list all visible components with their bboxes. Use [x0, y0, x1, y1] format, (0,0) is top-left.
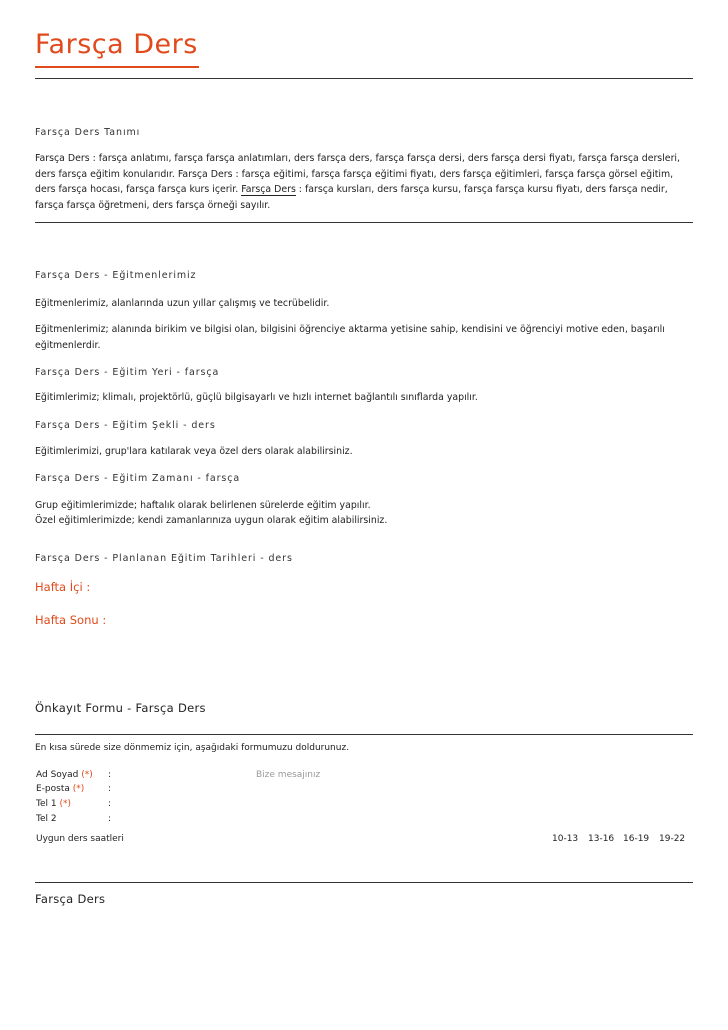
title-underline — [35, 66, 199, 68]
hours-option-2[interactable]: 13-16 — [588, 834, 615, 844]
email-input[interactable] — [118, 780, 246, 796]
form-title: Önkayıt Formu - Farsça Ders — [35, 701, 206, 715]
definition-heading: Farsça Ders Tanımı — [35, 127, 141, 138]
definition-text — [35, 151, 695, 213]
format-text: Eğitimlerimizi, grup'lara katılarak veya özel ders olarak alabilirsiniz. — [35, 446, 353, 457]
email-label-text: E-posta — [36, 784, 70, 794]
divider — [35, 78, 693, 79]
required-mark: (*) — [72, 784, 85, 794]
hours-option-1[interactable]: 10-13 — [552, 834, 579, 844]
instructors-heading: Farsça Ders - Eğitmenlerimiz — [35, 270, 197, 281]
schedule-heading: Farsça Ders - Planlanan Eğitim Tarihleri - ders — [35, 553, 293, 564]
definition-link[interactable]: Farsça Ders — [241, 184, 296, 195]
instructors-p2: Eğitmenlerimiz; alanında birikim ve bilgisi olan, bilgisini öğrenciye aktarma yetisine sahip, kendisini ve öğrenciyi motive eden, başarılı eğitmenlerdir. — [35, 324, 665, 351]
timing-line1: Grup eğitimlerimizde; haftalık olarak belirlenen sürelerde eğitim yapılır. — [35, 500, 371, 511]
divider — [35, 734, 693, 735]
location-text: Eğitimlerimiz; klimalı, projektörlü, güçlü bilgisayarlı ve hızlı internet bağlantılı sınıflarda yapılır. — [35, 392, 478, 403]
page-title: Farsça Ders — [35, 29, 198, 60]
required-mark: (*) — [81, 770, 93, 780]
hours-label: Uygun ders saatleri — [36, 834, 124, 844]
name-label-text: Ad Soyad — [36, 770, 79, 780]
definition-text-before: Farsça Ders : farsça anlatımı, farsça farsça anlatımları, ders farsça ders, farsça farsça dersi, ders farsça dersi fiyatı, farsça farsça dersleri, ders farsça eğitim konularıdır. Farsça Ders : farsça eğitimi, farsça farsça eğitimi fiyatı, ders farsça eğitimleri, farsça farsça görsel eğitim, ders farsça hocası, farsça farsça kurs içerir. — [35, 153, 681, 195]
timing-heading: Farsça Ders - Eğitim Zamanı - farsça — [35, 473, 241, 484]
tel1-input[interactable] — [118, 795, 246, 811]
name-colon: : — [108, 770, 112, 780]
tel1-colon: : — [108, 799, 112, 809]
divider — [35, 222, 693, 223]
hours-option-3[interactable]: 16-19 — [623, 834, 650, 844]
email-label — [36, 784, 84, 794]
email-colon: : — [108, 784, 112, 794]
timing-line2: Özel eğitimlerimizde; kendi zamanlarınıza uygun olarak eğitim alabilirsiniz. — [35, 515, 388, 526]
message-textarea[interactable]: Bize mesajınız — [256, 770, 321, 780]
footer-title: Farsça Ders — [35, 892, 106, 906]
instructors-p1: Eğitmenlerimiz, alanlarında uzun yıllar çalışmış ve tecrübelidir. — [35, 298, 330, 309]
format-heading: Farsça Ders - Eğitim Şekli - ders — [35, 420, 216, 431]
tel2-label: Tel 2 — [36, 814, 57, 824]
tel2-colon: : — [108, 814, 112, 824]
hours-option-4[interactable]: 19-22 — [659, 834, 686, 844]
tel1-label-text: Tel 1 — [36, 799, 57, 809]
form-intro: En kısa sürede size dönmemiz için, aşağıdaki formumuzu doldurunuz. — [35, 743, 350, 753]
weekday-label: Hafta İçi : — [35, 580, 91, 594]
tel2-input[interactable] — [118, 810, 246, 826]
divider — [35, 882, 693, 883]
location-heading: Farsça Ders - Eğitim Yeri - farsça — [35, 367, 220, 378]
required-mark: (*) — [59, 799, 71, 809]
tel1-label — [36, 799, 71, 809]
name-label — [36, 770, 93, 780]
weekend-label: Hafta Sonu : — [35, 613, 107, 627]
definition-text-after: : farsça kursları, ders farsça kursu, farsça farsça kursu fiyatı, ders farsça nedir, farsça farsça öğretmeni, ders farsça örneği sayılır. — [35, 184, 668, 211]
